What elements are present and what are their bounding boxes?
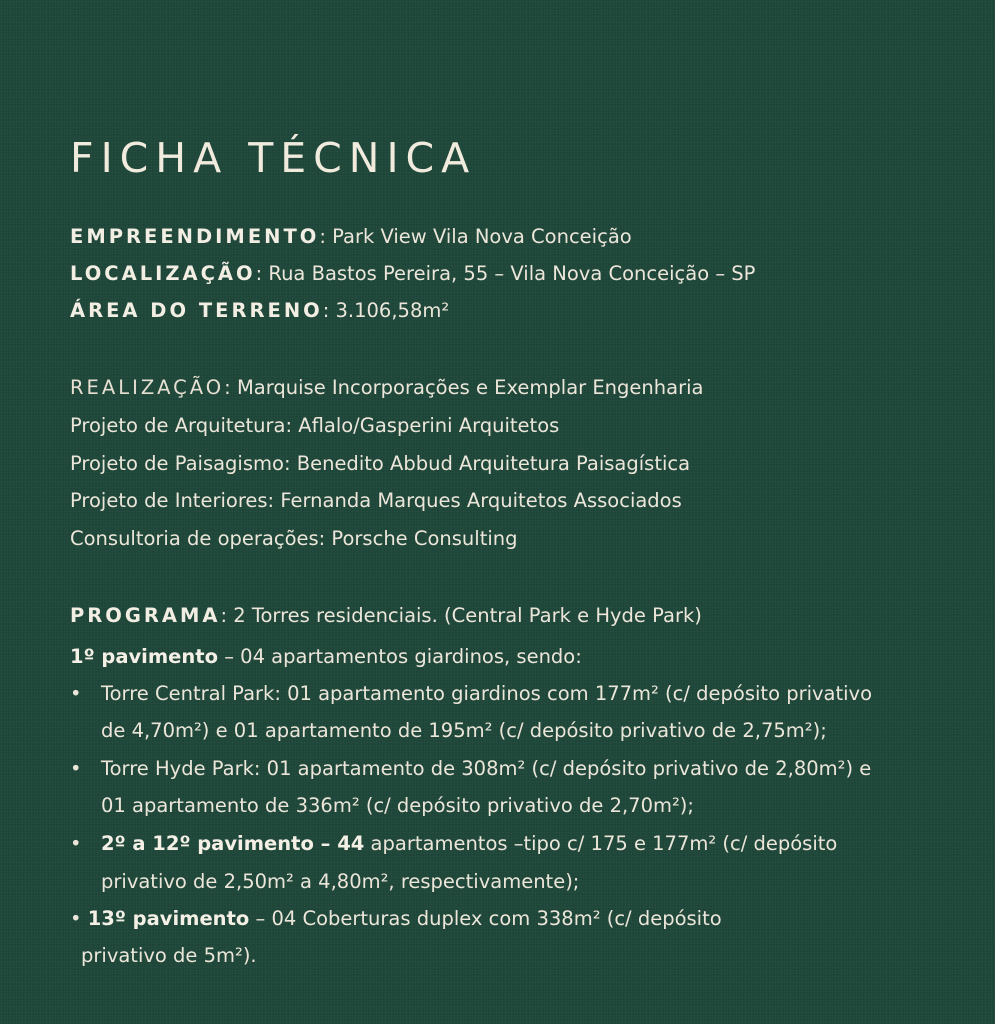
area-label: ÁREA DO TERRENO <box>70 299 323 322</box>
empreendimento-value: Park View Vila Nova Conceição <box>332 225 632 248</box>
localizacao-value: Rua Bastos Pereira, 55 – Vila Nova Conceição – SP <box>268 262 756 285</box>
penthouse-line1 <box>70 907 722 931</box>
realizacao-line: REALIZAÇÃO: Marquise Incorporações e Exemplar Engenharia <box>70 376 704 399</box>
programa-line: PROGRAMA: 2 Torres residenciais. (Central Park e Hyde Park) <box>70 604 702 627</box>
localizacao-label: LOCALIZAÇÃO <box>70 262 256 285</box>
localizacao-line: LOCALIZAÇÃO: Rua Bastos Pereira, 55 – Vila Nova Conceição – SP <box>70 262 756 285</box>
arquitetura-line: Projeto de Arquitetura: Aflalo/Gasperini Arquitetos <box>70 414 560 437</box>
central-park-line2: de 4,70m²) e 01 apartamento de 195m² (c/ depósito privativo de 2,75m²); <box>101 719 827 742</box>
typical-line2: privativo de 2,50m² a 4,80m², respectivamente); <box>101 870 580 893</box>
first-floor-text: – 04 apartamentos giardinos, sendo: <box>218 645 582 668</box>
bullet-typical: • <box>70 832 82 855</box>
bullet-central-park: • <box>70 682 82 705</box>
programa-label: PROGRAMA <box>70 604 221 627</box>
typical-line1 <box>101 832 837 856</box>
penthouse-text: – 04 Coberturas duplex com 338m² (c/ depósito <box>249 907 722 930</box>
typical-bold: 2º a 12º pavimento – 44 <box>101 832 365 855</box>
bullet-hyde-park: • <box>70 757 82 780</box>
hyde-park-line1: Torre Hyde Park: 01 apartamento de 308m² (c/ depósito privativo de 2,80m²) e <box>101 757 872 780</box>
penthouse-bullet: • <box>70 907 88 930</box>
first-floor-line <box>70 645 582 669</box>
paisagismo-line: Projeto de Paisagismo: Benedito Abbud Arquitetura Paisagística <box>70 452 691 475</box>
realizacao-label: REALIZAÇÃO <box>70 376 225 399</box>
area-value: 3.106,58m² <box>335 299 450 322</box>
empreendimento-label: EMPREENDIMENTO <box>70 225 320 248</box>
area-line: ÁREA DO TERRENO: 3.106,58m² <box>70 299 450 322</box>
consultoria-line: Consultoria de operações: Porsche Consulting <box>70 527 518 550</box>
page-title: FICHA TÉCNICA <box>70 134 477 182</box>
realizacao-value: Marquise Incorporações e Exemplar Engenharia <box>236 376 704 399</box>
interiores-line: Projeto de Interiores: Fernanda Marques Arquitetos Associados <box>70 489 682 512</box>
penthouse-bold: 13º pavimento <box>87 907 250 930</box>
central-park-line1: Torre Central Park: 01 apartamento giardinos com 177m² (c/ depósito privativo <box>101 682 873 705</box>
first-floor-bold: 1º pavimento <box>70 645 219 668</box>
programa-value: 2 Torres residenciais. (Central Park e Hyde Park) <box>233 604 702 627</box>
empreendimento-line: EMPREENDIMENTO: Park View Vila Nova Conceição <box>70 225 632 248</box>
hyde-park-line2: 01 apartamento de 336m² (c/ depósito privativo de 2,70m²); <box>101 794 694 817</box>
typical-text: apartamentos –tipo c/ 175 e 177m² (c/ depósito <box>364 832 838 855</box>
penthouse-line2: privativo de 5m²). <box>81 944 257 967</box>
